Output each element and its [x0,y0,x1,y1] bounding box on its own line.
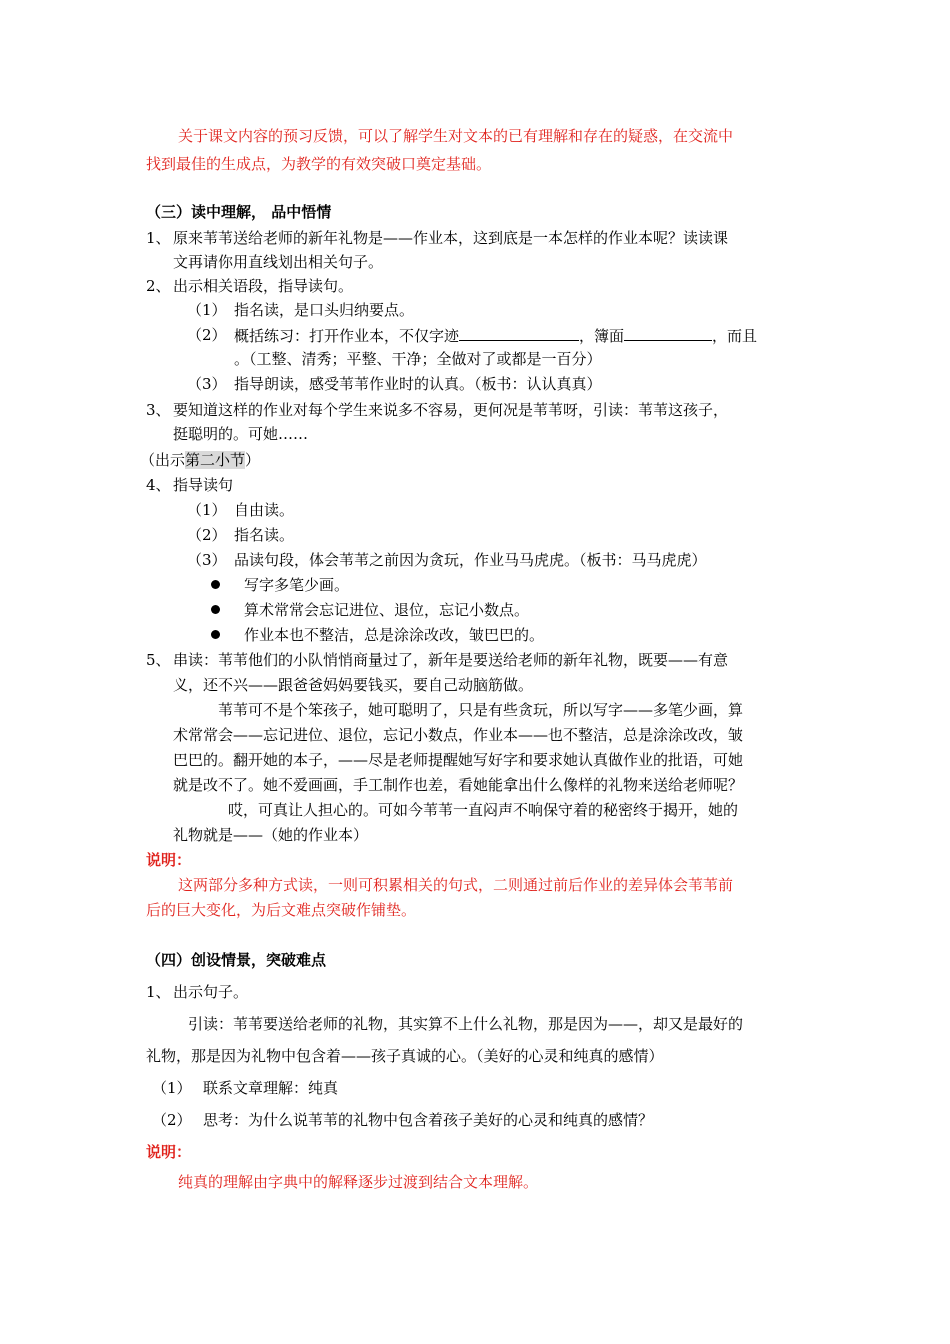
bullet-item: 写字多笔少画。 [244,576,350,594]
item-2-sub-1-number: （1） [187,301,227,319]
item-1-number: 1、 [146,229,171,247]
item-4-sub-1-text: 自由读。 [234,501,295,519]
bullet-dot-icon [211,605,220,614]
bullet-item: 作业本也不整洁，总是涂涂改改，皱巴巴的。 [244,626,545,644]
item-2-sub-1-text: 指名读，是口头归纳要点。 [234,301,415,319]
item-2-sub-2-number: （2） [187,326,227,344]
section-3-note-label: 说明： [146,851,192,869]
item-5-line-1: 串读：苇苇他们的小队悄悄商量过了，新年是要送给老师的新年礼物，既要——有意 [173,651,729,669]
item-4-sub-3-number: （3） [187,551,227,569]
item-4-sub-2-number: （2） [187,526,227,544]
section-3-note-line-1: 这两部分多种方式读，一则可积累相关的句式，二则通过前后作业的差异体会苇苇前 [178,876,734,894]
item-1-line-1: 原来苇苇送给老师的新年礼物是——作业本，这到底是一本怎样的作业本呢？读读课 [173,229,729,247]
guide-reading-line-1: 引读：苇苇要送给老师的礼物，其实算不上什么礼物，那是因为——，却又是最好的 [188,1015,744,1033]
story-paragraph-line: 巴巴的。翻开她的本子，——尽是老师提醒她写好字和要求她认真做作业的批语，可她 [173,751,744,769]
item-1-line-2: 文再请你用直线划出相关句子。 [173,253,384,271]
item-4-sub-2-text: 指名读。 [234,526,295,544]
guide-reading-line-2: 礼物，那是因为礼物中包含着——孩子真诚的心。（美好的心灵和纯真的感情） [146,1047,664,1065]
item-3-line-1: 要知道这样的作业对每个学生来说多不容易，更何况是苇苇呀，引读：苇苇这孩子， [173,401,729,419]
show-note-highlight: 第二小节 [185,451,246,469]
story-paragraph-line: 苇苇可不是个笨孩子，她可聪明了，只是有些贪玩，所以写字——多笔少画，算 [218,701,744,719]
item-5-line-2: 义，还不兴——跟爸爸妈妈要钱买，要自己动脑筋做。 [173,676,534,694]
item-5-number: 5、 [146,651,171,669]
item-4-sub-3-text: 品读句段，体会苇苇之前因为贪玩，作业马马虎虎。（板书：马马虎虎） [234,551,707,569]
story-paragraph-line: 哎，可真让人担心的。可如今苇苇一直闷声不响保守着的秘密终于揭开，她的 [228,801,739,819]
section-4-sub-2-number: （2） [152,1111,192,1129]
item-2-sub-2-answers: 。（工整、清秀；平整、干净；全做对了或都是一百分） [234,350,602,368]
item-4-number: 4、 [146,476,171,494]
page-surface-blank [624,325,712,341]
item-2-number: 2、 [146,277,171,295]
item-2-sub-3-text: 指导朗读，感受苇苇作业时的认真。（板书：认认真真） [234,375,602,393]
section-4-note-label: 说明： [146,1143,192,1161]
story-paragraph-line: 就是改不了。她不爱画画，手工制作也差，看她能拿出什么像样的礼物来送给老师呢？ [173,776,744,794]
item-2-text: 出示相关语段，指导读句。 [173,277,354,295]
fill-in-exercise-line [234,325,757,346]
show-section-note [140,450,260,470]
story-paragraph-line: 术常常会——忘记进位、退位，忘记小数点，作业本——也不整洁，总是涂涂改改，皱 [173,726,744,744]
show-note-suffix: ） [245,451,261,469]
fill-in-part-3: ，而且 [712,327,758,345]
section-4-item-1-text: 出示句子。 [173,983,249,1001]
item-3-line-2: 挺聪明的。可她…… [173,425,309,443]
section-4-sub-1-number: （1） [152,1079,192,1097]
section-4-sub-1-text: 联系文章理解：纯真 [203,1079,339,1097]
fill-in-part-2: ，簿面 [579,327,625,345]
section-3-heading: （三）读中理解， 品中悟情 [146,203,332,221]
section-4-sub-2-text: 思考：为什么说苇苇的礼物中包含着孩子美好的心灵和纯真的感情？ [203,1111,654,1129]
intro-note-line-2: 找到最佳的生成点，为教学的有效突破口奠定基础。 [146,155,492,173]
intro-note-line-1: 关于课文内容的预习反馈，可以了解学生对文本的已有理解和存在的疑惑，在交流中 [178,127,734,145]
item-3-number: 3、 [146,401,171,419]
fill-in-part-1: 概括练习：打开作业本，不仅字迹 [234,327,460,345]
item-4-sub-1-number: （1） [187,501,227,519]
section-3-note-line-2: 后的巨大变化，为后文难点突破作铺垫。 [146,901,417,919]
section-4-item-1-number: 1、 [146,983,171,1001]
show-note-prefix: （出示 [140,451,186,469]
bullet-item: 算术常常会忘记进位、退位，忘记小数点。 [244,601,530,619]
handwriting-blank [459,325,579,341]
item-2-sub-3-number: （3） [187,375,227,393]
item-4-text: 指导读句 [173,476,234,494]
section-4-note-line-1: 纯真的理解由字典中的解释逐步过渡到结合文本理解。 [178,1173,539,1191]
bullet-dot-icon [211,580,220,589]
story-paragraph-line: 礼物就是——（她的作业本） [173,826,369,844]
section-4-heading: （四）创设情景，突破难点 [146,951,327,969]
bullet-dot-icon [211,630,220,639]
